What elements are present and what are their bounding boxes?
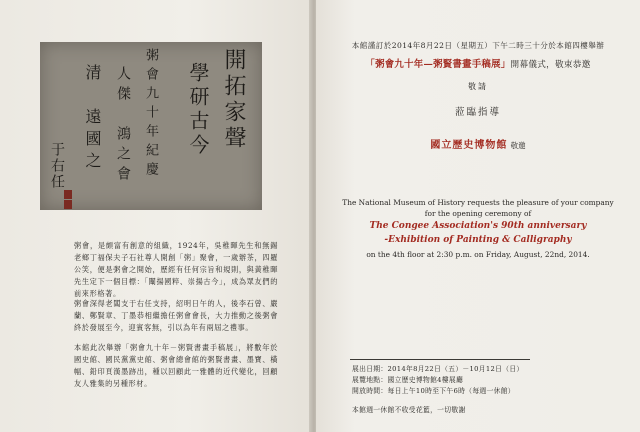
seal-stamp	[64, 200, 72, 209]
calligraphy-column: 人傑 鴻之會	[115, 66, 131, 186]
calligraphy-column: 粥會九十年紀慶	[143, 48, 158, 181]
host-suffix: 敬邀	[510, 141, 526, 150]
exhibition-dates: 展出日期：2014年8月22日（五）－10月12日（日）	[352, 365, 524, 373]
calligraphy-image	[40, 42, 262, 210]
intro-paragraph: 粥會，是頗富有創意的組織，1924年，吳稚暉先生和無錫老鄉丁福保夫子石社尊人開創「粥」聚會，一歲辦茶，四羅公笑，便是粥會之開始，歷經有任何宗旨和規則，與黃稚暉先生定下一個目標：「闡揚國粹、崇揚古今」，成為眾友們的前來形格著。	[74, 241, 278, 298]
closing-note: 本館週一休館不收受花籃，一切敬謝	[352, 406, 466, 414]
exhibition-paragraph: 本館此次舉辦「粥會九十年－粥賢書畫手稿展」，將數年於國史館、國民黨黨史館、粥會總會館的粥賢書畫、墨寶、橫幅、鉛印頁漢墨跡出，種以回顧此一雅體的近代變化，回顧友人雅集的另種形材。	[74, 343, 278, 388]
history-paragraph: 粥會深得老闆支于右任支持，紹明日午的人，後李石曾、嚴蘭、鄭賢章、丁墨恭相繼擔任粥會會長，大力推動之後粥會終於發展至今，迎賓客無，引以為年有兩屆之禮事。	[74, 299, 278, 332]
exhibition-venue: 展覽地點：國立歷史博物館4樓展廳	[352, 376, 464, 384]
guidance-text: 蒞臨指導	[454, 107, 501, 118]
english-invitation-line: The National Museum of History requests the pleasure of your company	[342, 198, 614, 207]
invitation-date-line: 本館謹訂於2014年8月22日（星期五）下午二時三十分於本館四樓舉辦	[351, 41, 605, 50]
divider	[350, 359, 530, 360]
opening-ceremony-text: 開幕儀式，敬束恭邀	[510, 60, 591, 70]
calligraphy-column: 清 遠國之	[83, 64, 102, 174]
invite-text: 敬請	[468, 82, 488, 91]
english-exhibition-title: The Congee Association's 90th anniversary	[369, 221, 587, 231]
host-name: 國立歷史博物館	[430, 140, 508, 151]
opening-hours: 開放時間：每日上午10時至下午6時（每週一休館）	[352, 387, 515, 395]
seal-stamp	[64, 190, 72, 199]
invitation-title-line	[316, 56, 640, 70]
english-time-location: on the 4th floor at 2:30 p.m. on Friday, August, 22nd, 2014.	[366, 250, 590, 259]
calligraphy-signature: 于右任	[49, 142, 65, 190]
exhibition-title: 「粥會九十年—粥賢書畫手稿展」	[365, 59, 511, 70]
english-invitation-line: for the opening ceremony of	[424, 209, 532, 218]
english-exhibition-subtitle: -Exhibition of Painting & Calligraphy	[384, 235, 572, 245]
calligraphy-column: 學研古今	[186, 62, 210, 158]
host-line	[316, 136, 640, 151]
calligraphy-column: 開拓家聲	[221, 48, 246, 152]
